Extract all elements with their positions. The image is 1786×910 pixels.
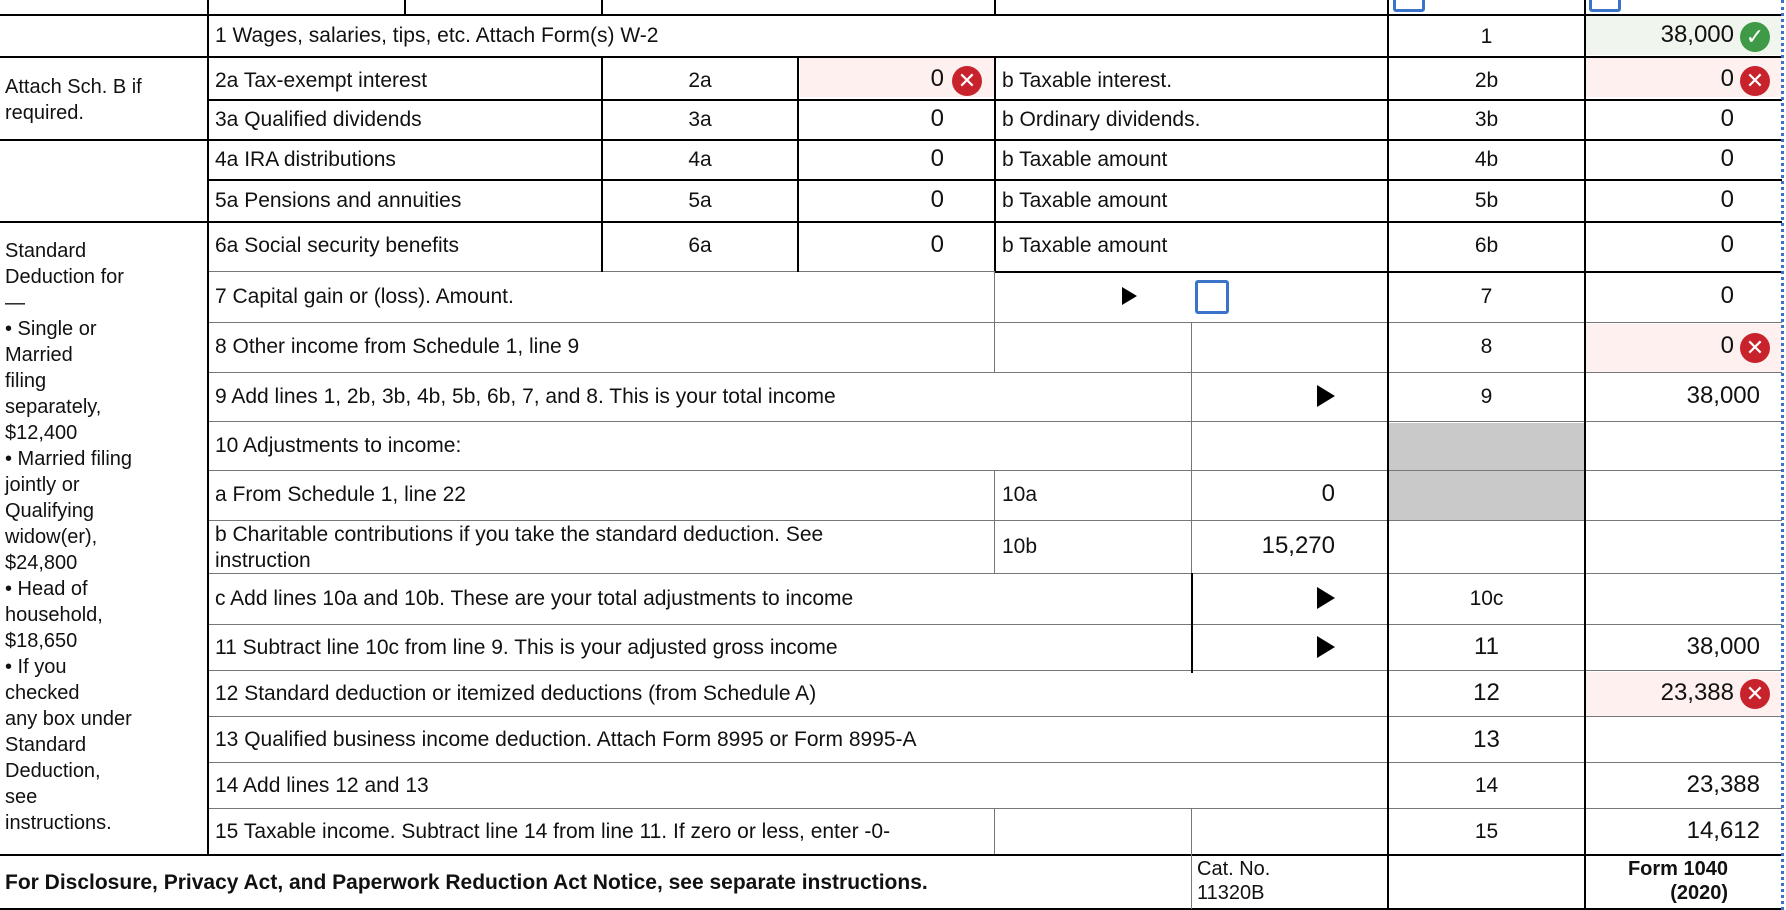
line2b-number: 2b: [1474, 69, 1499, 92]
line4a-code: 4a: [688, 148, 712, 171]
line3a-label: 3a Qualified dividends: [215, 108, 422, 131]
line10c-number: 10c: [1469, 587, 1504, 610]
line10b-value[interactable]: 15,270: [1261, 532, 1335, 559]
line10-label: 10 Adjustments to income:: [215, 434, 462, 457]
line6b-number: 6b: [1474, 234, 1499, 257]
attach-sch-b-note: Attach Sch. B if required.: [5, 76, 142, 124]
line8-number: 8: [1480, 335, 1493, 358]
line4b-number: 4b: [1474, 148, 1499, 171]
line15-number: 15: [1474, 820, 1499, 843]
line2a-label: 2a Tax-exempt interest: [215, 69, 428, 92]
line3b-value[interactable]: 0: [1720, 105, 1734, 132]
line5b-value[interactable]: 0: [1720, 186, 1734, 213]
line8-value[interactable]: 0: [1720, 332, 1734, 359]
play-arrow-icon: [1317, 385, 1335, 407]
checkbox-top-2[interactable]: [1589, 0, 1621, 12]
line12-number: 12: [1473, 679, 1500, 706]
line9-value[interactable]: 38,000: [1686, 382, 1760, 409]
privacy-notice: For Disclosure, Privacy Act, and Paperwork Reduction Act Notice, see separate instructions.: [5, 871, 928, 894]
line3b-label: b Ordinary dividends.: [1002, 108, 1201, 131]
line2b-value[interactable]: 0: [1720, 65, 1734, 92]
selection-boundary: [1781, 0, 1784, 910]
shaded-cell: [1389, 423, 1584, 520]
form-name: Form 1040 (2020): [1627, 858, 1728, 904]
line6b-value[interactable]: 0: [1720, 231, 1734, 258]
line11-value[interactable]: 38,000: [1686, 633, 1760, 660]
line11-label: 11 Subtract line 10c from line 9. This is your adjusted gross income: [215, 636, 838, 659]
play-arrow-icon: [1122, 287, 1137, 305]
x-circle-icon: ✕: [1740, 679, 1770, 709]
line3a-code: 3a: [688, 108, 712, 131]
line5b-label: b Taxable amount: [1002, 189, 1168, 212]
line5b-number: 5b: [1474, 189, 1499, 212]
line12-value[interactable]: 23,388: [1660, 679, 1734, 706]
line2a-code: 2a: [688, 69, 712, 92]
line10b-label: b Charitable contributions if you take the standard deduction. See instruction: [215, 523, 824, 572]
line10a-value[interactable]: 0: [1321, 480, 1335, 507]
line6a-code: 6a: [688, 234, 712, 257]
line7-label: 7 Capital gain or (loss). Amount.: [215, 285, 514, 308]
line5a-value[interactable]: 0: [930, 186, 944, 213]
line3b-number: 3b: [1474, 108, 1499, 131]
line10a-code: 10a: [1002, 483, 1038, 506]
line11-number: 11: [1474, 633, 1499, 660]
line10c-label: c Add lines 10a and 10b. These are your total adjustments to income: [215, 587, 854, 610]
line4b-value[interactable]: 0: [1720, 145, 1734, 172]
line5a-code: 5a: [688, 189, 712, 212]
line1-number: 1: [1480, 25, 1493, 48]
line13-number: 13: [1473, 726, 1500, 753]
line5a-label: 5a Pensions and annuities: [215, 189, 462, 212]
line4a-value[interactable]: 0: [930, 145, 944, 172]
line8-label: 8 Other income from Schedule 1, line 9: [215, 335, 580, 358]
line4b-label: b Taxable amount: [1002, 148, 1168, 171]
line12-label: 12 Standard deduction or itemized deductions (from Schedule A): [215, 682, 817, 705]
line2a-value[interactable]: 0: [930, 65, 944, 92]
line2b-label: b Taxable interest.: [1002, 69, 1173, 92]
line14-value[interactable]: 23,388: [1686, 771, 1760, 798]
line10b-code: 10b: [1002, 535, 1038, 558]
line10a-label: a From Schedule 1, line 22: [215, 483, 466, 506]
line7-value[interactable]: 0: [1720, 282, 1734, 309]
standard-deduction-note: Standard Deduction for — • Single or Married filing separately, $12,400 • Married filing jointly or Qualifying widow(er), $24,800 • Head of household, $18,650 • If you checked any box under Standard Deduction, see instructions.: [5, 240, 133, 834]
play-arrow-icon: [1317, 636, 1335, 658]
x-circle-icon: ✕: [952, 66, 982, 96]
check-circle-icon: ✓: [1740, 22, 1770, 52]
line6b-label: b Taxable amount: [1002, 234, 1168, 257]
line9-number: 9: [1480, 385, 1493, 408]
x-circle-icon: ✕: [1740, 333, 1770, 363]
line4a-label: 4a IRA distributions: [215, 148, 396, 171]
cat-no: Cat. No. 11320B: [1197, 858, 1271, 904]
line13-label: 13 Qualified business income deduction. Attach Form 8995 or Form 8995-A: [215, 728, 917, 751]
line1-label: 1 Wages, salaries, tips, etc. Attach Form(s) W-2: [215, 24, 659, 47]
line14-label: 14 Add lines 12 and 13: [215, 774, 429, 797]
play-arrow-icon: [1317, 587, 1335, 609]
line7-checkbox[interactable]: [1195, 280, 1229, 314]
line15-label: 15 Taxable income. Subtract line 14 from line 11. If zero or less, enter -0-: [215, 820, 891, 843]
line1-value[interactable]: 38,000: [1660, 21, 1734, 48]
line15-value[interactable]: 14,612: [1686, 817, 1760, 844]
line7-number: 7: [1480, 285, 1493, 308]
line14-number: 14: [1474, 774, 1499, 797]
line3a-value[interactable]: 0: [930, 105, 944, 132]
line9-label: 9 Add lines 1, 2b, 3b, 4b, 5b, 6b, 7, and 8. This is your total income: [215, 385, 836, 408]
line6a-label: 6a Social security benefits: [215, 234, 459, 257]
checkbox-top-1[interactable]: [1393, 0, 1425, 12]
x-circle-icon: ✕: [1740, 66, 1770, 96]
line6a-value[interactable]: 0: [930, 231, 944, 258]
